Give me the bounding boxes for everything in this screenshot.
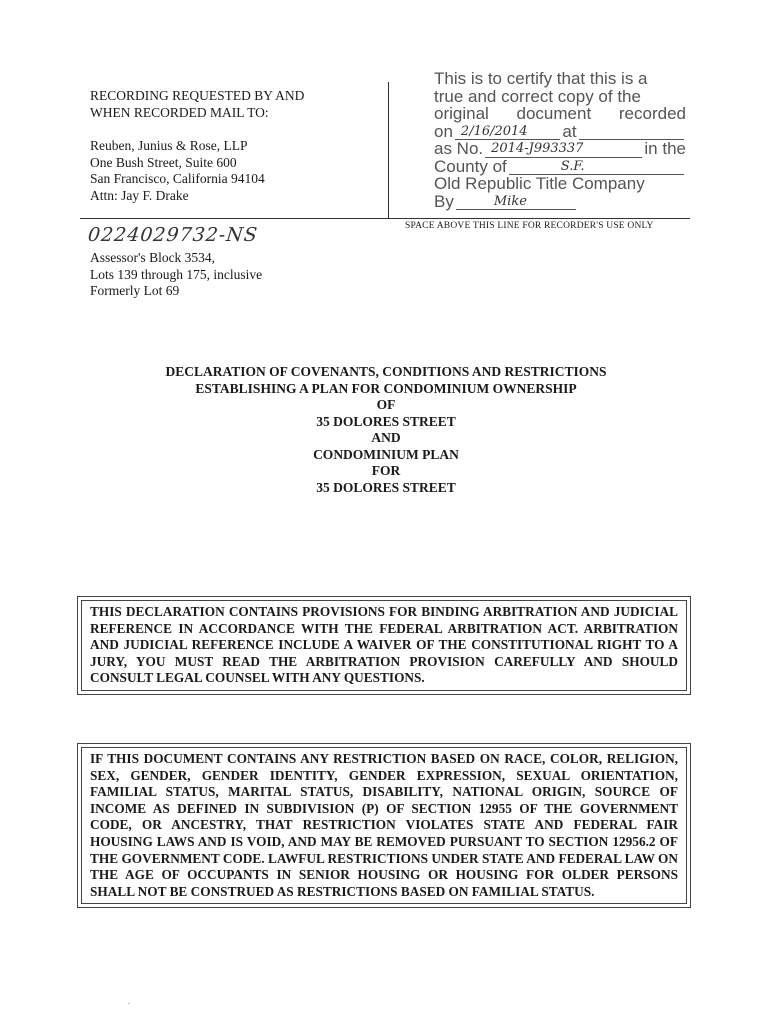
stamp-company-row: [434, 175, 686, 193]
stamp-company: Old Republic Title Company: [434, 174, 645, 193]
handwritten-document-number: 0224029732-NS: [86, 224, 260, 246]
recording-requested-line2: WHEN RECORDED MAIL TO:: [90, 104, 269, 120]
stamp-document: document: [516, 104, 592, 123]
title-line5: AND: [371, 430, 401, 445]
stamp-in-the: in the: [644, 139, 686, 158]
stamp-county-label: County of: [434, 156, 507, 176]
stamp-at-label: at: [562, 121, 577, 141]
declaration-title: [80, 364, 692, 496]
mail-to-attn: Attn: Jay F. Drake: [90, 187, 189, 203]
stamp-county-value: S.F.: [560, 158, 585, 174]
assessor-line2: Lots 139 through 175, inclusive: [90, 266, 263, 282]
assessor-line3: Formerly Lot 69: [90, 283, 180, 298]
header-vertical-divider: [388, 82, 389, 218]
stamp-as-no-label: as No.: [434, 139, 484, 158]
stamp-on-field: [455, 123, 560, 140]
stamp-as-no-value: 2014-J993337: [491, 141, 584, 156]
recorder-use-note: SPACE ABOVE THIS LINE FOR RECORDER'S USE ONLY: [405, 221, 654, 231]
arbitration-notice-box: [77, 596, 691, 695]
stamp-line1-text: This is to certify that this is a: [434, 69, 648, 88]
stamp-as-no-row: [434, 140, 686, 158]
assessor-block: [90, 250, 262, 300]
title-line2: ESTABLISHING A PLAN FOR CONDOMINIUM OWNERSHIP: [195, 380, 577, 396]
stamp-as-no-field: [485, 141, 642, 158]
recording-mail-block: [90, 88, 304, 204]
stamp-on-label: on: [434, 121, 453, 141]
discrimination-notice-text: IF THIS DOCUMENT CONTAINS ANY RESTRICTION BASED ON RACE, COLOR, RELIGION, SEX, GENDER, GENDER IDENTITY, GENDER EXPRESSION, SEXUAL ORIENTATION, FAMILIAL STATUS, MARITAL STATUS, DISABILITY, NATIONAL ORIGIN, SOURCE OF INCOME AS DEFINED IN SUBDIVISION (P) OF SECTION 12955 OF THE GOVERNMENT CODE, OR ANCESTRY, THAT RESTRICTION VIOLATES STATE AND FEDERAL FAIR HOUSING LAWS AND IS VOID, AND MAY BE REMOVED PURSUANT TO SECTION 12956.2 OF THE GOVERNMENT CODE. LAWFUL RESTRICTIONS UNDER STATE AND FEDERAL LAW ON THE AGE OF OCCUPANTS IN SENIOR HOUSING OR HOUSING FOR OLDER PERSONS SHALL NOT BE CONSTRUED AS RESTRICTIONS BASED ON FAMILIAL STATUS.: [81, 747, 687, 904]
mail-to-city: San Francisco, California 94104: [90, 171, 265, 186]
stamp-signature: Mike: [493, 193, 527, 209]
discrimination-notice-box: [77, 743, 691, 908]
mail-to-street: One Bush Street, Suite 600: [90, 154, 237, 170]
recording-requested-line1: RECORDING REQUESTED BY AND: [90, 88, 305, 103]
mail-to-firm: Reuben, Junius & Rose, LLP: [90, 138, 248, 153]
stamp-county-row: [434, 158, 686, 176]
stamp-by-row: [434, 193, 686, 211]
stamp-line-3: [434, 105, 686, 123]
stamp-by-label: By: [434, 191, 454, 211]
title-line6: CONDOMINIUM PLAN: [313, 446, 459, 462]
title-line7: FOR: [371, 463, 401, 478]
scan-speck: [128, 1003, 130, 1004]
stamp-line-2: [434, 88, 686, 106]
assessor-line1: Assessor's Block 3534,: [90, 250, 216, 265]
stamp-on-row: [434, 123, 686, 141]
title-line4: 35 DOLORES STREET: [316, 413, 456, 429]
stamp-line-1: [434, 70, 686, 88]
recorder-use-rule: [80, 218, 690, 219]
title-line3: OF: [376, 397, 396, 412]
stamp-original: original: [434, 104, 489, 123]
stamp-recorded: recorded: [618, 104, 686, 123]
stamp-line2-text: true and correct copy of the: [434, 86, 641, 106]
stamp-on-date: 2/16/2014: [460, 123, 528, 139]
arbitration-notice-text: THIS DECLARATION CONTAINS PROVISIONS FOR BINDING ARBITRATION AND JUDICIAL REFERENCE IN ACCORDANCE WITH THE FEDERAL ARBITRATION ACT. ARBITRATION AND JUDICIAL REFERENCE INCLUDE A WAIVER OF THE CONSTITUTIONAL RIGHT TO A JURY, YOU MUST READ THE ARBITRATION PROVISION CAREFULLY AND SHOULD CONSULT LEGAL COUNSEL WITH ANY QUESTIONS.: [81, 600, 687, 691]
stamp-at-field: [579, 126, 684, 140]
stamp-by-field: [456, 193, 576, 210]
stamp-county-field: [509, 158, 684, 175]
certification-stamp: [434, 70, 686, 210]
title-line1: DECLARATION OF COVENANTS, CONDITIONS AND RESTRICTIONS: [165, 364, 607, 379]
title-line8: 35 DOLORES STREET: [316, 479, 456, 495]
